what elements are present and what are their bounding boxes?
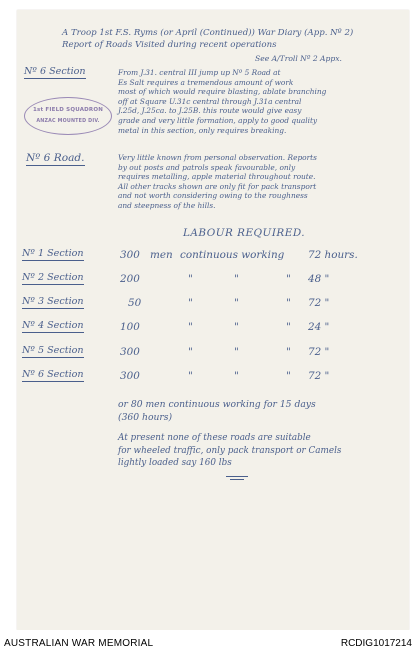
men-count: 300 xyxy=(120,249,140,261)
appendix-reference: See A/Troll Nº 2 Appx. xyxy=(255,54,342,63)
report-line: off at Square U.31c central through J.31a central xyxy=(118,96,302,106)
men-count: 200 xyxy=(120,273,140,285)
closing-line: for wheeled traffic, only pack transport or Camels xyxy=(118,445,342,456)
diary-header-subtitle: Report of Roads Visited during recent operations xyxy=(62,40,277,50)
table-row xyxy=(0,296,416,312)
ditto-men: " xyxy=(188,346,193,358)
end-flourish xyxy=(226,476,248,477)
ditto-men: " xyxy=(188,273,193,285)
end-flourish-underline xyxy=(230,479,244,480)
table-row xyxy=(0,369,416,385)
ditto-working: " xyxy=(234,273,239,285)
report-line: All other tracks shown are only fit for pack transport xyxy=(118,181,317,191)
alternative-line: or 80 men continuous working for 15 days xyxy=(118,399,316,410)
table-row xyxy=(0,248,416,264)
unit-stamp xyxy=(24,97,112,135)
report-line: by out posts and patrols speak favourable, only xyxy=(118,162,296,172)
section-6-label: Nº 6 Section xyxy=(24,66,86,77)
men-count: 100 xyxy=(120,321,140,333)
road-6-report xyxy=(118,153,317,211)
ditto-men: " xyxy=(188,297,193,309)
section-label: Nº 1 Section xyxy=(22,248,84,259)
report-line: Es Salt requires a tremendous amount of work xyxy=(118,77,294,87)
ditto-continuous: " xyxy=(286,346,291,358)
ditto-men: men xyxy=(150,249,173,261)
hours: 72 hours. xyxy=(308,249,358,261)
section-label: Nº 5 Section xyxy=(22,345,84,356)
stamp-top-text: 1st FIELD SQUADRON xyxy=(32,107,104,113)
archive-reference: RCDIG1017214 xyxy=(340,638,412,649)
report-line: requires metalling, apple material throughout route. xyxy=(118,172,316,182)
section-label: Nº 6 Section xyxy=(22,369,84,380)
section-6-report xyxy=(118,68,326,135)
ditto-men: " xyxy=(188,370,193,382)
hours: 72 " xyxy=(308,297,330,309)
closing-line: At present none of these roads are suitable xyxy=(118,433,311,443)
ditto-men: " xyxy=(188,321,193,333)
hours: 24 " xyxy=(308,321,330,333)
ditto-continuous: " xyxy=(286,321,291,333)
ditto-working: " xyxy=(234,346,239,358)
ditto-working: " xyxy=(234,321,239,333)
section-label: Nº 2 Section xyxy=(22,272,84,283)
hours: 48 " xyxy=(308,273,330,285)
report-line: Very little known from personal observation. Reports xyxy=(118,153,317,162)
table-row xyxy=(0,320,416,336)
hours: 72 " xyxy=(308,346,330,358)
archive-footer xyxy=(0,630,416,654)
section-label: Nº 3 Section xyxy=(22,296,84,307)
ditto-working: " xyxy=(234,370,239,382)
hours: 72 " xyxy=(308,370,330,382)
men-count: 300 xyxy=(120,346,140,358)
road-6-label: Nº 6 Road. xyxy=(26,152,85,164)
men-count: 300 xyxy=(120,370,140,382)
report-line: and steepness of the hills. xyxy=(118,200,216,210)
report-line: and not worth considering owing to the roughness xyxy=(118,191,308,201)
section-label: Nº 4 Section xyxy=(22,320,84,331)
diary-header-title: A Troop 1st F.S. Ryms (or April (Continued)) War Diary (App. Nº 2) xyxy=(62,28,354,38)
ditto-working: continuous working xyxy=(180,249,285,261)
alternative-hours: (360 hours) xyxy=(118,411,173,423)
report-line: From J.31. central III jump up Nº 5 Road at xyxy=(118,68,281,77)
report-line: most of which would require blasting, ablate branching xyxy=(118,87,327,97)
report-line: metal in this section, only requires breaking. xyxy=(118,125,287,135)
table-row xyxy=(0,272,416,288)
alternative-labour xyxy=(118,399,316,424)
ditto-continuous: " xyxy=(286,297,291,309)
labour-required-heading: LABOUR REQUIRED. xyxy=(183,227,306,239)
archive-name: AUSTRALIAN WAR MEMORIAL xyxy=(4,638,154,649)
ditto-working: " xyxy=(234,297,239,309)
closing-remarks xyxy=(118,432,341,470)
men-count: 50 xyxy=(128,297,142,309)
ditto-continuous: " xyxy=(286,370,291,382)
table-row xyxy=(0,345,416,361)
closing-line: lightly loaded say 160 lbs xyxy=(118,458,232,469)
report-line: grade and very little formation, apply to good quality xyxy=(118,115,318,125)
stamp-bottom-text: ANZAC MOUNTED DIV. xyxy=(36,119,100,124)
report-line: J.25d, J.25ca. to J.25B. this route would give easy xyxy=(118,106,302,116)
ditto-continuous: " xyxy=(286,273,291,285)
